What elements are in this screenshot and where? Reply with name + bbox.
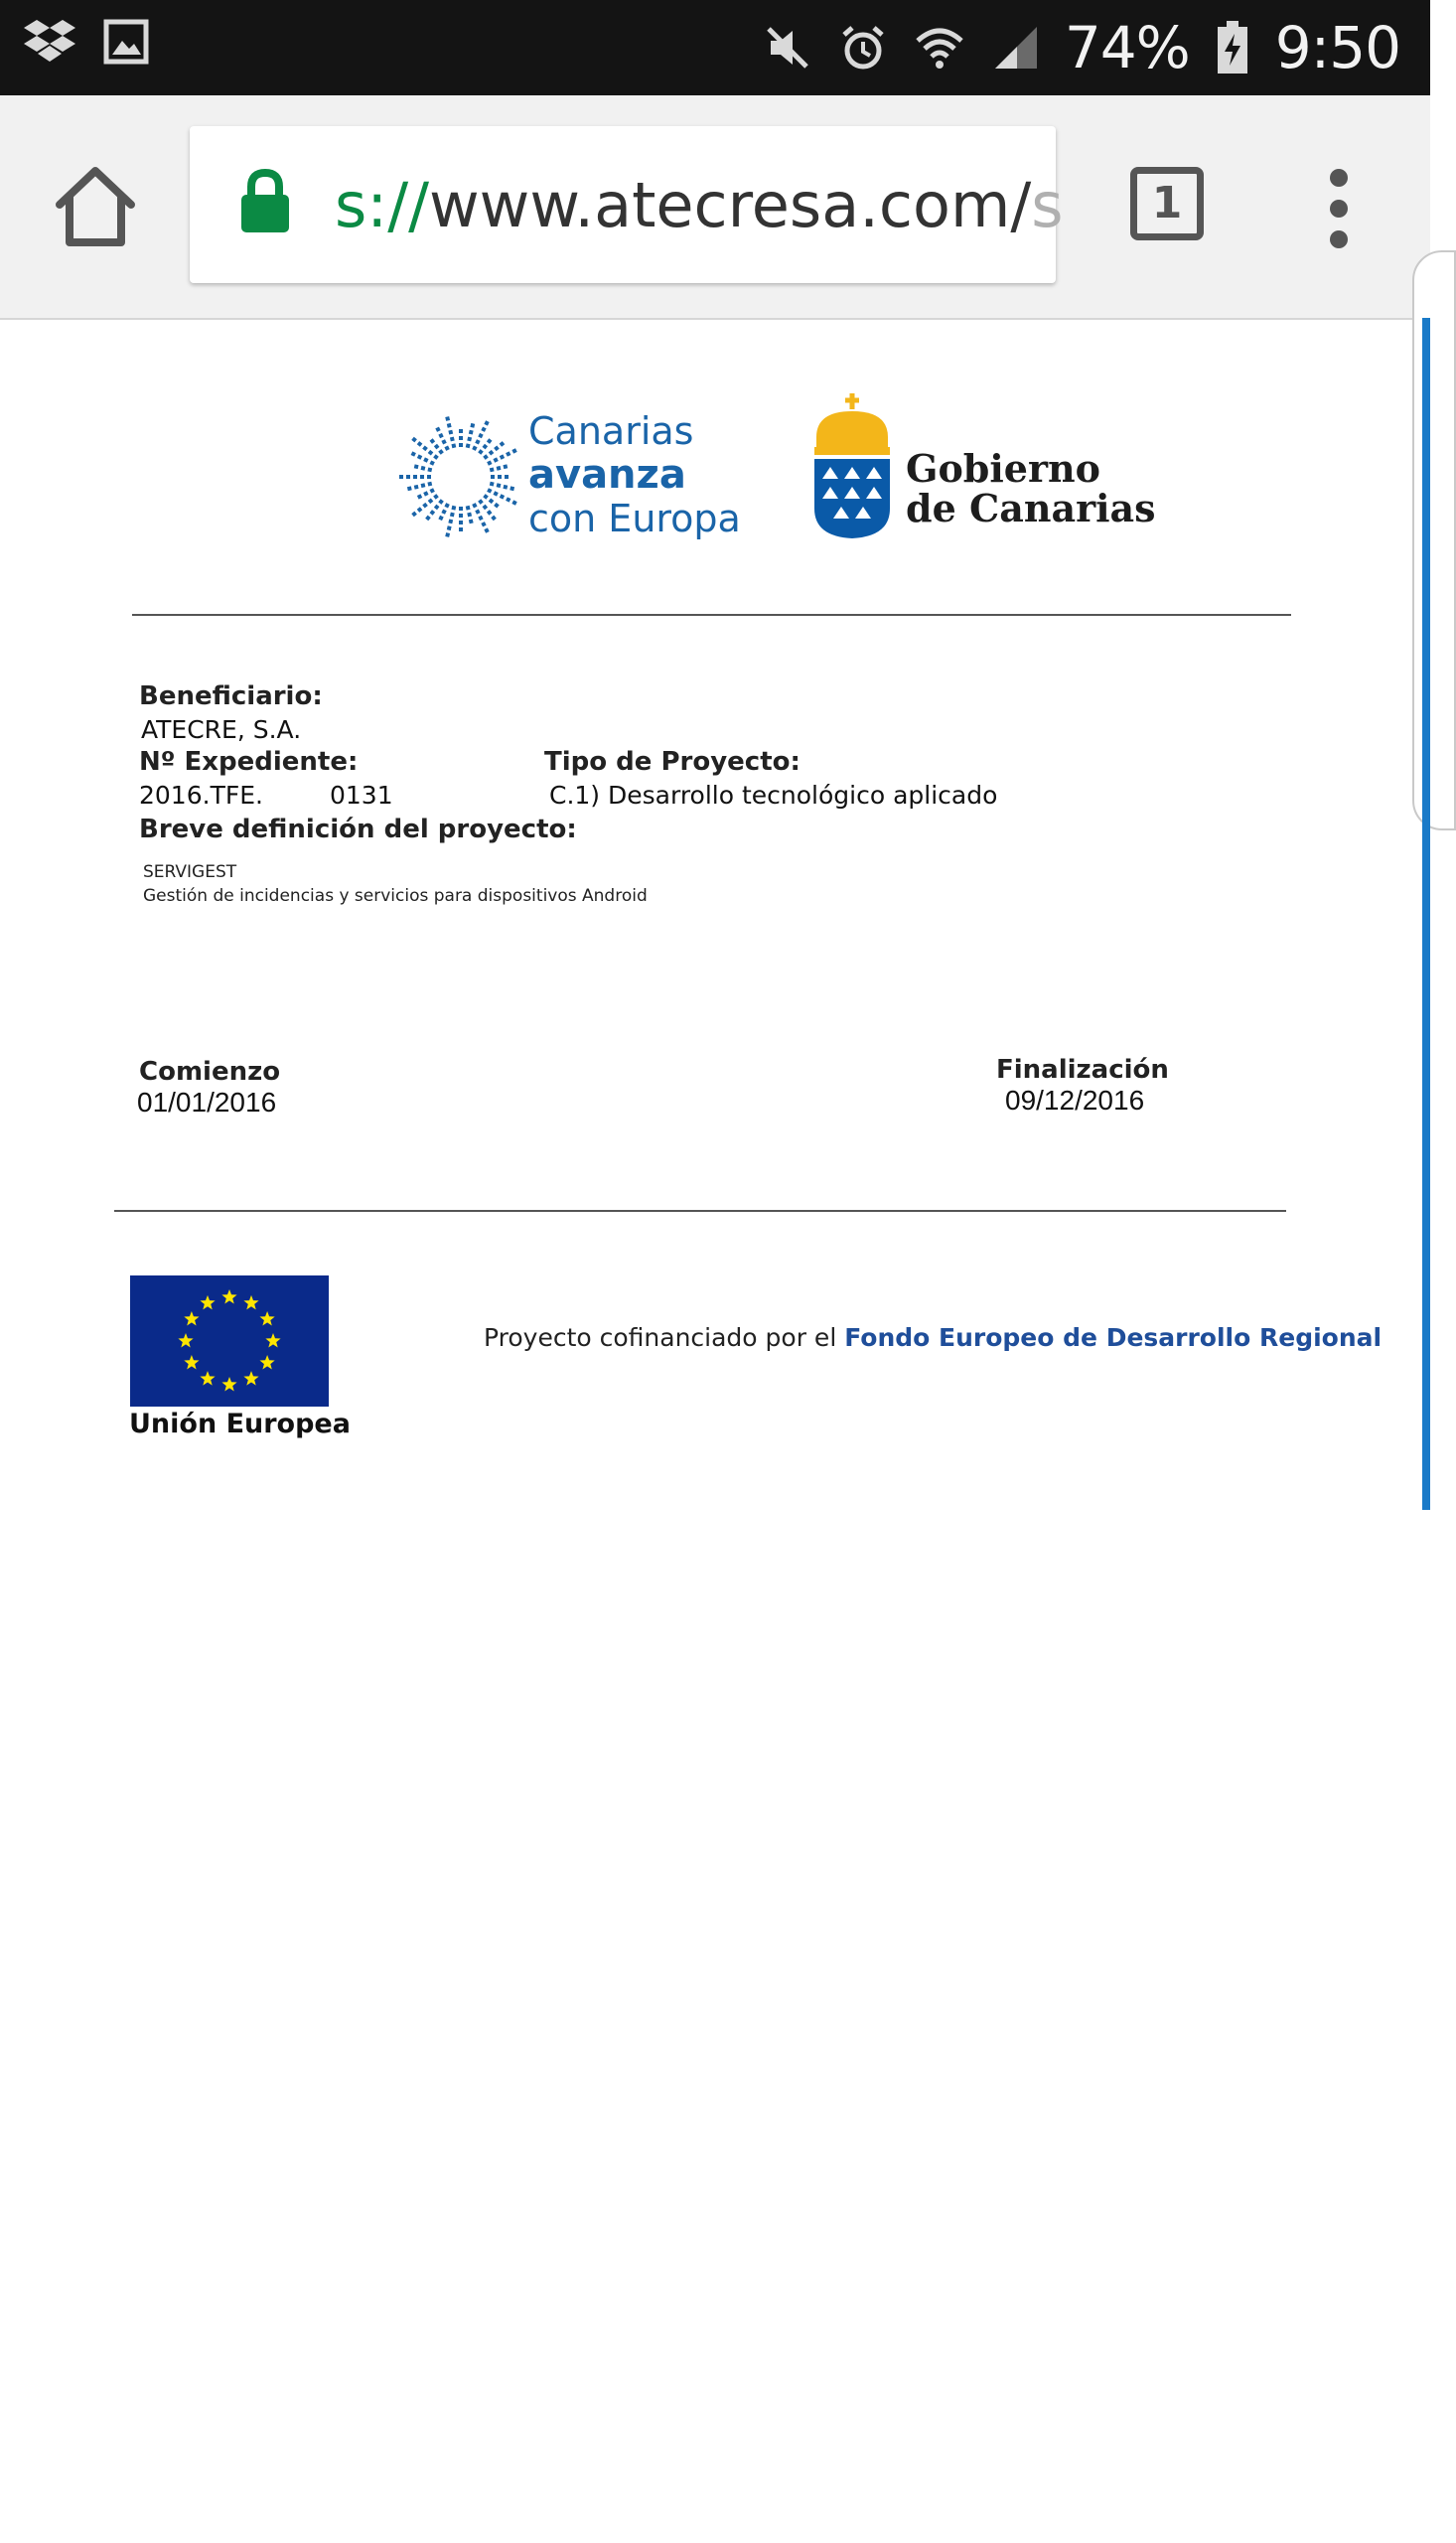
url-bar[interactable]: [190, 126, 1064, 283]
gobierno-line2: de Canarias: [906, 486, 1156, 530]
burst-ray: [447, 506, 454, 536]
url-text[interactable]: [335, 156, 1064, 255]
home-icon: [50, 161, 141, 252]
wifi-icon: [914, 23, 965, 73]
canarias-burst-logo: [395, 411, 526, 542]
status-right-icons: [763, 10, 1400, 85]
canarias-line3: con Europa: [528, 497, 741, 540]
cofinanciado-text: [484, 1323, 1382, 1352]
canarias-line1: Canarias: [528, 409, 694, 453]
tipo-proyecto-label: Tipo de Proyecto:: [544, 747, 801, 777]
gobierno-crest-logo: [810, 391, 894, 540]
signal-icon: [991, 23, 1039, 73]
gobierno-logo-text: [906, 446, 1156, 530]
burst-ray: [490, 466, 509, 470]
browser-toolbar: [0, 95, 1430, 320]
definicion-line2: Gestión de incidencias y servicios para dispositivos Android: [143, 886, 648, 906]
burst-ray: [416, 490, 434, 499]
eu-label: Unión Europea: [129, 1409, 351, 1439]
alarm-icon: [838, 23, 888, 73]
url-tail: s: [1031, 169, 1064, 241]
battery-percent: 74%: [1064, 14, 1190, 81]
url-host: www.atecresa.com/: [428, 169, 1032, 241]
document-page: [0, 320, 1410, 2543]
canarias-avanza-logo-text: [528, 409, 741, 540]
finalizacion-value: 09/12/2016: [1005, 1085, 1145, 1116]
comienzo-label: Comienzo: [139, 1057, 281, 1087]
comienzo-value: 01/01/2016: [137, 1087, 277, 1118]
edge-panel-handle[interactable]: [1412, 250, 1456, 830]
fondo-europeo-text: Fondo Europeo de Desarrollo Regional: [844, 1323, 1383, 1352]
burst-ray: [447, 417, 454, 448]
burst-ray: [468, 422, 474, 447]
expediente-label: Nº Expediente:: [139, 747, 359, 777]
definicion-line1: SERVIGEST: [143, 862, 237, 882]
tabs-button[interactable]: [1130, 167, 1204, 240]
status-left-icons: [24, 18, 149, 66]
burst-ray: [412, 466, 431, 470]
gallery-icon: [103, 19, 149, 65]
footer-divider: [114, 1210, 1286, 1212]
home-button[interactable]: [50, 161, 141, 252]
clock-time: 9:50: [1274, 14, 1400, 81]
lock-icon: [239, 169, 291, 234]
burst-ray: [490, 484, 514, 490]
expediente-value-b: 0131: [330, 781, 393, 810]
burst-ray: [439, 504, 448, 522]
more-vert-icon[interactable]: [1321, 169, 1357, 258]
dropbox-icon: [24, 18, 75, 66]
beneficiario-label: Beneficiario:: [139, 681, 323, 711]
eu-flag-logo: [130, 1275, 329, 1407]
gobierno-line1: Gobierno: [906, 446, 1100, 491]
definicion-label: Breve definición del proyecto:: [139, 815, 577, 844]
burst-ray: [406, 484, 431, 490]
battery-charging-icon: [1216, 20, 1249, 75]
scrollbar[interactable]: [1422, 318, 1430, 1510]
beneficiario-value: ATECRE, S.A.: [141, 715, 302, 744]
cofinanciado-prefix: Proyecto cofinanciado por el: [484, 1323, 845, 1352]
url-scheme: s://: [335, 169, 429, 241]
canarias-line2: avanza: [528, 452, 686, 498]
tab-count: 1: [1151, 178, 1183, 228]
finalizacion-label: Finalización: [996, 1055, 1169, 1085]
header-divider: [132, 614, 1291, 616]
mute-icon: [763, 23, 812, 73]
expediente-value-a: 2016.TFE.: [139, 781, 263, 810]
burst-ray: [468, 506, 472, 524]
tipo-proyecto-value: C.1) Desarrollo tecnológico aplicado: [549, 781, 998, 810]
status-bar: [0, 0, 1430, 95]
